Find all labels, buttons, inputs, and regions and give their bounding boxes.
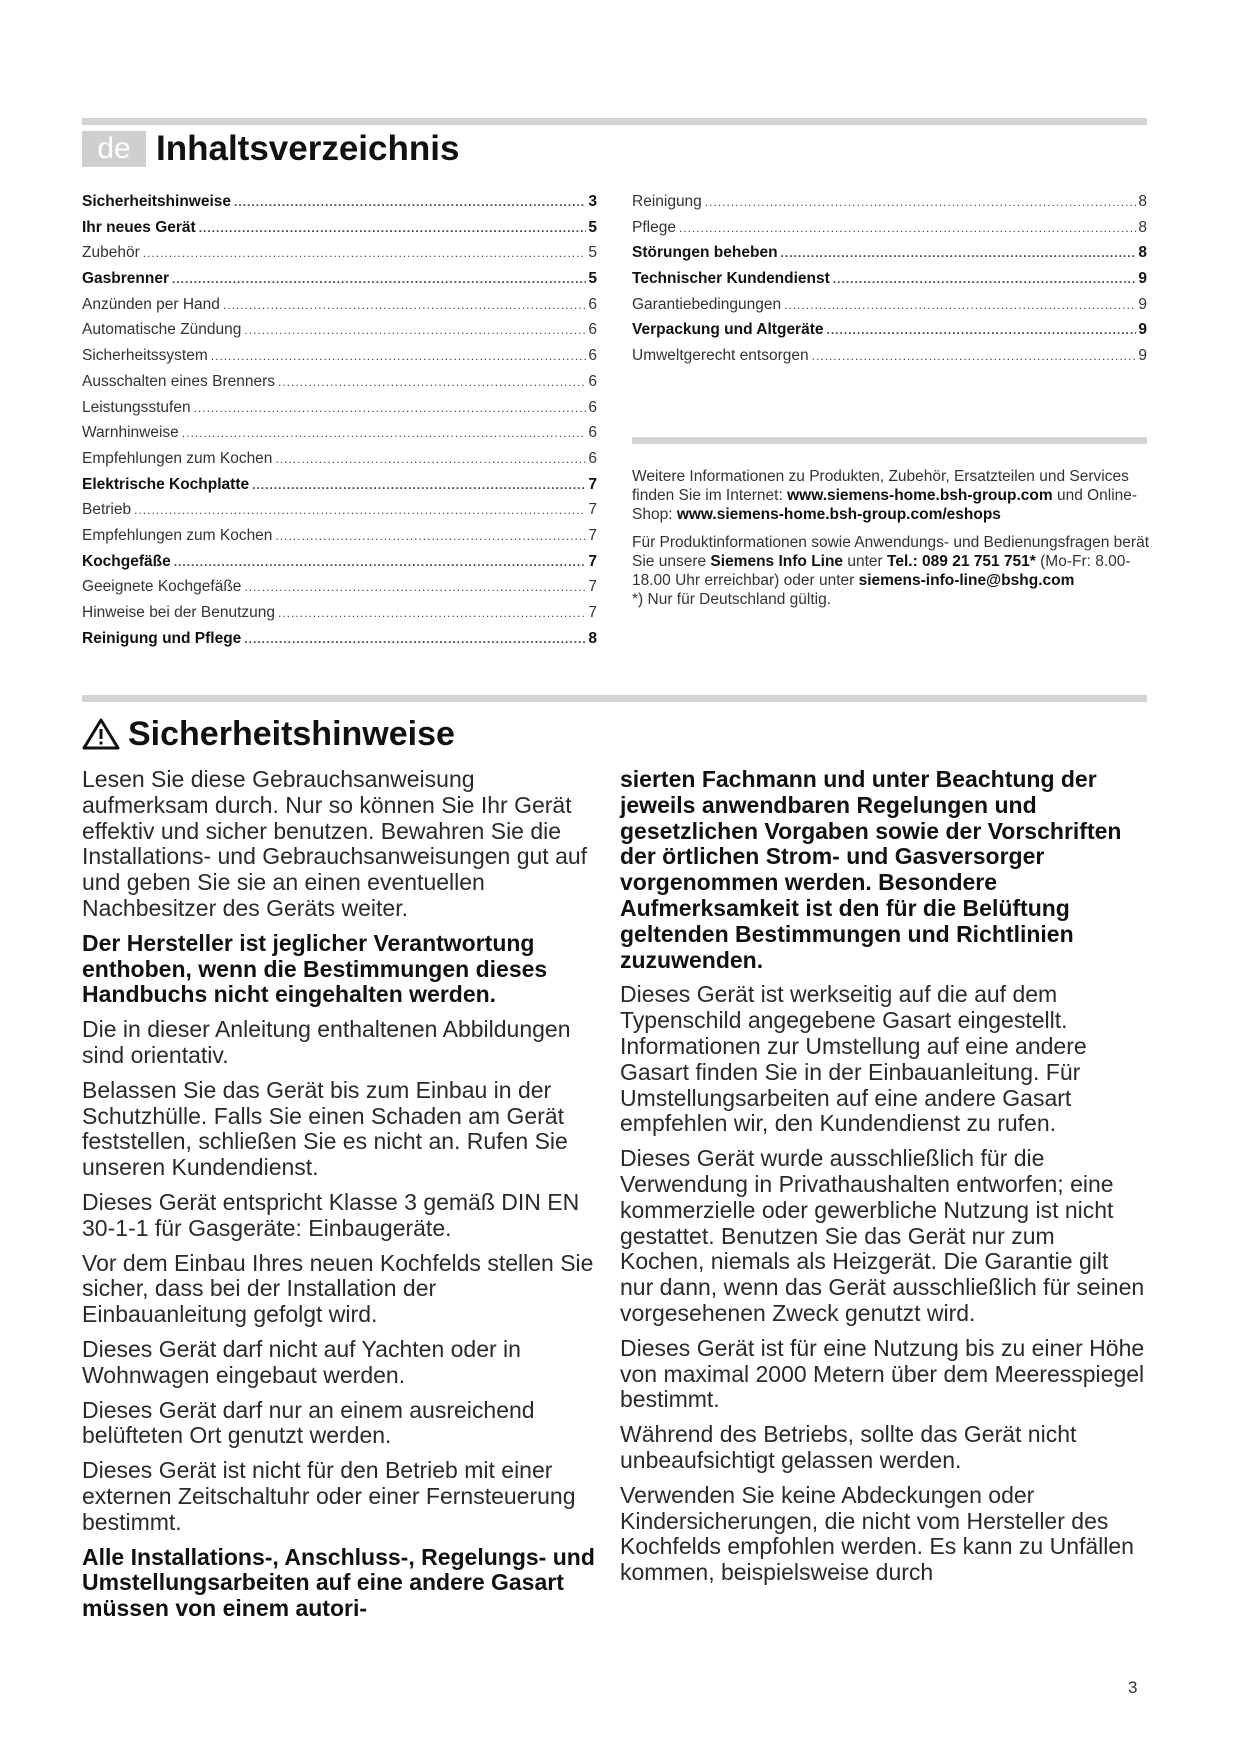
toc-leader-dots (211, 349, 587, 363)
safety-paragraph: Der Hersteller ist jeglicher Verantwortung enthoben, wenn die Bestimmungen dieses Handbuchs nicht eingehalten werden. (82, 929, 548, 1008)
safety-paragraph: Alle Installations-, Anschluss-, Regelungs- und Umstellungsarbeiten auf eine andere Gasart müssen von einem autori- (82, 1543, 595, 1622)
toc-leader-dots (182, 426, 587, 440)
section-rule (82, 695, 1147, 702)
toc-entry[interactable] (82, 578, 597, 604)
toc-entry-page: 8 (1138, 244, 1147, 262)
toc-leader-dots (705, 195, 1137, 209)
toc-entry[interactable] (82, 321, 597, 347)
toc-entry-title: Empfehlungen zum Kochen (82, 449, 273, 467)
toc-entry-title: Anzünden per Hand (82, 295, 220, 313)
warning-icon (82, 717, 120, 751)
toc-entry[interactable] (82, 373, 597, 399)
toc-entry-title: Verpackung und Altgeräte (632, 321, 824, 339)
info-paragraph-web: Weitere Informationen zu Produkten, Zubehör, Ersatzteilen und Services finden Sie im Internet: www.siemens-home.bsh-group.com und Online-Shop: www.siemens-home.bsh-group.com/eshops (632, 468, 1138, 523)
toc-entry-page: 6 (588, 424, 597, 442)
safety-left-column (82, 767, 607, 1631)
toc-entry[interactable] (82, 193, 597, 219)
safety-right-column (620, 767, 1145, 1595)
toc-entry-title: Gasbrenner (82, 270, 170, 288)
toc-entry[interactable] (632, 219, 1147, 245)
toc-entry-title: Garantiebedingungen (632, 295, 782, 313)
toc-entry[interactable] (632, 347, 1147, 373)
safety-paragraph: Dieses Gerät ist für eine Nutzung bis zu einer Höhe von maximal 2000 Metern über dem Meeresspiegel bestimmt. (620, 1334, 1145, 1413)
safety-paragraph: Während des Betriebs, sollte das Gerät nicht unbeaufsichtigt gelassen werden. (620, 1421, 1077, 1473)
toc-entry-page: 7 (588, 552, 597, 570)
toc-entry-page: 5 (588, 270, 597, 288)
toc-entry-title: Kochgefäße (82, 552, 171, 570)
toc-entry-page: 8 (1138, 193, 1147, 210)
safety-paragraph: Lesen Sie diese Gebrauchsanweisung aufmerksam durch. Nur so können Sie Ihr Gerät effektiv und sicher benutzen. Bewahren Sie die Installations- und Gebrauchsanweisungen gut auf und geben Sie sie an einen eventuellen Nachbesitzer des Geräts weiter. (82, 766, 588, 921)
toc-entry-page: 6 (588, 295, 597, 313)
toc-entry[interactable] (82, 399, 597, 425)
info-footnote: *) Nur für Deutschland gültig. (632, 591, 832, 608)
toc-leader-dots (781, 246, 1137, 260)
toc-entry[interactable] (82, 450, 597, 476)
info-email-link[interactable]: siemens-info-line@bshg.com (858, 572, 1075, 589)
toc-entry[interactable] (632, 321, 1147, 347)
toc-entry-page: 6 (588, 347, 597, 365)
toc-entry-title: Elektrische Kochplatte (82, 475, 250, 493)
toc-entry-title: Betrieb (82, 501, 132, 519)
toc-entry-title: Sicherheitshinweise (82, 193, 232, 210)
toc-entry-page: 3 (588, 193, 597, 210)
safety-paragraph: Dieses Gerät wurde ausschließlich für die Verwendung in Privathaushalten entworfen; eine kommerzielle oder gewerbliche Nutzung ist nicht gestattet. Benutzen Sie das Gerät nur zum Kochen, niemals als Heizgerät. Die Garantie gilt nur dann, wenn das Gerät ausschließlich für seinen vorgesehenen Zweck genutzt wird. (620, 1145, 1145, 1326)
toc-leader-dots (679, 221, 1136, 235)
safety-paragraph: Die in dieser Anleitung enthaltenen Abbildungen sind orientativ. (82, 1016, 571, 1068)
toc-entry-page: 5 (588, 244, 597, 262)
toc-leader-dots (244, 580, 586, 594)
toc-leader-dots (275, 529, 586, 543)
toc-entry-page: 6 (588, 372, 597, 390)
toc-entry[interactable] (82, 424, 597, 450)
toc-entry-title: Automatische Zündung (82, 321, 242, 339)
toc-entry-title: Ausschalten eines Brenners (82, 372, 276, 390)
safety-paragraph: sierten Fachmann und unter Beachtung der jeweils anwendbaren Regelungen und gesetzlichen Vorgaben sowie der Vorschriften der örtlichen Strom- und Gasversorger vorgenommen werden. Besondere Aufmerksamkeit ist den für die Belüftung geltenden Bestimmungen und Richtlinien zuzuwenden. (620, 766, 1122, 973)
toc-entry-title: Störungen beheben (632, 244, 778, 262)
top-rule (82, 118, 1147, 125)
toc-entry-title: Zubehör (82, 244, 140, 262)
toc-entry[interactable] (82, 553, 597, 579)
safety-paragraph: Verwenden Sie keine Abdeckungen oder Kindersicherungen, die nicht vom Hersteller des Kochfelds empfohlen werden. Es kann zu Unfällen kommen, beispielsweise durch (620, 1481, 1134, 1586)
toc-entry[interactable] (632, 244, 1147, 270)
toc-entry-page: 9 (1138, 347, 1147, 365)
safety-paragraph: Dieses Gerät ist nicht für den Betrieb mit einer externen Zeitschaltuhr oder einer Fernsteuerung bestimmt. (82, 1457, 576, 1535)
safety-paragraph: Vor dem Einbau Ihres neuen Kochfelds stellen Sie sicher, dass bei der Installation der Einbauanleitung gefolgt wird. (82, 1249, 594, 1328)
safety-paragraph: Dieses Gerät darf nur an einem ausreichend belüfteten Ort genutzt werden. (82, 1396, 535, 1449)
toc-leader-dots (244, 323, 586, 337)
toc-entry-page: 7 (588, 501, 597, 519)
toc-entry[interactable] (82, 630, 597, 656)
toc-entry-page: 9 (1138, 321, 1147, 339)
toc-leader-dots (194, 401, 587, 415)
toc-entry-title: Technischer Kundendienst (632, 270, 830, 288)
toc-entry[interactable] (82, 501, 597, 527)
safety-heading (82, 713, 455, 755)
info-line-name: Siemens Info Line (710, 553, 844, 570)
toc-entry[interactable] (82, 476, 597, 502)
toc-leader-dots (244, 632, 586, 646)
toc-leader-dots (134, 503, 586, 517)
toc-leader-dots (223, 298, 586, 312)
toc-entry-title: Warnhinweise (82, 424, 179, 442)
toc-entry-page: 7 (588, 475, 597, 493)
info-rule (632, 437, 1147, 444)
toc-left-column (82, 193, 597, 655)
toc-entry[interactable] (82, 527, 597, 553)
toc-entry[interactable] (82, 219, 597, 245)
toc-entry-page: 9 (1138, 295, 1147, 313)
toc-entry-page: 8 (588, 629, 597, 647)
toc-entry-page: 5 (588, 218, 597, 236)
safety-title: Sicherheitshinweise (128, 715, 455, 753)
toc-leader-dots (199, 221, 587, 235)
toc-entry[interactable] (82, 244, 597, 270)
safety-paragraph: Belassen Sie das Gerät bis zum Einbau in der Schutzhülle. Falls Sie einen Schaden am Gerät feststellen, schließen Sie es nicht an. Rufen Sie unseren Kundendienst. (82, 1076, 568, 1181)
toc-leader-dots (174, 555, 587, 569)
toc-entry-title: Pflege (632, 218, 676, 236)
toc-entry[interactable] (632, 296, 1147, 322)
safety-paragraph: Dieses Gerät ist werkseitig auf die auf dem Typenschild angegebene Gasart eingestellt. Informationen zur Umstellung auf eine andere Gasart finden Sie in der Einbauanleitung. Für Umstellungsarbeiten auf eine andere Gasart empfehlen wir, den Kundendienst zu rufen. (620, 981, 1087, 1137)
toc-leader-dots (275, 452, 586, 466)
toc-leader-dots (143, 246, 587, 260)
toc-entry[interactable] (82, 347, 597, 373)
toc-entry[interactable] (82, 296, 597, 322)
toc-entry[interactable] (82, 270, 597, 296)
toc-entry-page: 6 (588, 321, 597, 339)
safety-paragraph: Dieses Gerät darf nicht auf Yachten oder in Wohnwagen eingebaut werden. (82, 1335, 521, 1388)
toc-leader-dots (252, 478, 586, 492)
toc-entry-title: Reinigung und Pflege (82, 629, 242, 647)
toc-entry[interactable] (82, 604, 597, 630)
toc-leader-dots (278, 606, 586, 620)
toc-leader-dots (234, 195, 586, 209)
toc-title: Inhaltsverzeichnis (156, 129, 460, 168)
toc-entry-page: 7 (588, 578, 597, 596)
toc-entry-title: Geeignete Kochgefäße (82, 578, 242, 596)
toc-entry[interactable] (632, 270, 1147, 296)
language-badge: de (82, 131, 146, 167)
toc-leader-dots (833, 272, 1137, 286)
toc-entry-page: 9 (1138, 270, 1147, 288)
toc-entry-title: Empfehlungen zum Kochen (82, 526, 273, 544)
info-paragraph-hotline: Für Produktinformationen sowie Anwendungs- und Bedienungsfragen berät Sie unsere Siemens Info Line unter Tel.: 089 21 751 751* (Mo-Fr: 8.00-18.00 Uhr erreichbar) oder unter siemens-info-line@bshg.com (632, 534, 1149, 589)
toc-entry[interactable] (632, 193, 1147, 219)
info-box (632, 467, 1152, 609)
toc-entry-page: 7 (588, 526, 597, 544)
toc-entry-title: Ihr neues Gerät (82, 218, 196, 236)
page-number: 3 (1128, 1678, 1138, 1697)
toc-entry-title: Leistungsstufen (82, 398, 191, 416)
toc-entry-page: 6 (588, 449, 597, 467)
toc-right-column (632, 193, 1147, 373)
toc-entry-title: Umweltgerecht entsorgen (632, 347, 809, 365)
toc-entry-title: Sicherheitssystem (82, 347, 208, 365)
toc-entry-title: Hinweise bei der Benutzung (82, 604, 276, 621)
toc-entry-page: 6 (588, 398, 597, 416)
toc-leader-dots (784, 298, 1136, 312)
toc-entry-page: 7 (588, 604, 597, 621)
hotline-phone: Tel.: 089 21 751 751* (887, 553, 1036, 570)
toc-leader-dots (278, 375, 586, 389)
toc-leader-dots (812, 349, 1137, 363)
website-link[interactable]: www.siemens-home.bsh-group.com (787, 487, 1053, 504)
toc-entry-title: Reinigung (632, 193, 702, 210)
safety-paragraph: Dieses Gerät entspricht Klasse 3 gemäß DIN EN 30-1-1 für Gasgeräte: Einbaugeräte. (82, 1188, 580, 1241)
toc-leader-dots (827, 323, 1137, 337)
eshop-link[interactable]: www.siemens-home.bsh-group.com/eshops (676, 506, 1001, 523)
toc-leader-dots (172, 272, 586, 286)
toc-entry-page: 8 (1138, 218, 1147, 236)
